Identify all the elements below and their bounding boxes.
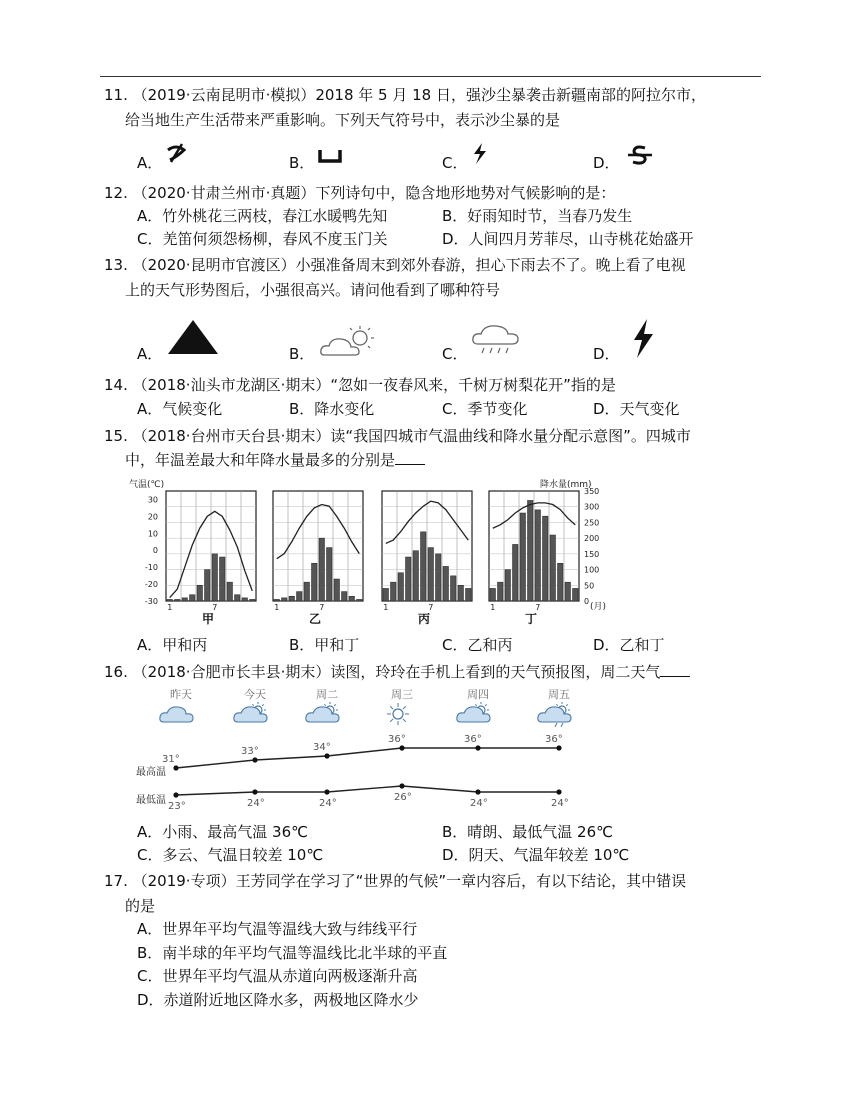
high-temp-point <box>324 753 329 758</box>
q15-option-a[interactable]: A．甲和丙 <box>137 636 208 654</box>
precip-bar <box>312 563 318 601</box>
sun-shape <box>393 709 403 719</box>
precip-tick-label: 350 <box>584 487 600 496</box>
temp-axis-title: 气温(℃) <box>129 480 165 490</box>
precip-bar <box>520 513 526 601</box>
precip-bar <box>550 535 556 601</box>
precip-bar <box>297 592 303 601</box>
climate-panel <box>166 491 256 626</box>
low-temp-value: 24° <box>470 798 488 809</box>
precip-bar <box>235 595 241 601</box>
precip-bar <box>505 570 511 601</box>
precip-bar <box>398 573 404 601</box>
precip-bar <box>458 585 464 601</box>
month-tick-label: 7 <box>319 603 325 612</box>
panel-name: 丙 <box>417 612 431 626</box>
low-temp-point <box>324 789 329 794</box>
q16-stem-text: 16. （2018·合肥市长丰县·期末）读图，玲玲在手机上看到的天气预报图，周二天气 <box>104 663 661 681</box>
partly-cloudy-symbol-icon <box>318 324 378 360</box>
high-temp-value: 36° <box>388 734 406 745</box>
precip-bar <box>319 538 325 601</box>
partly-cloudy-icon <box>457 702 490 722</box>
q12-option-b[interactable]: B．好雨知时节，当春乃发生 <box>442 207 633 225</box>
precip-bar <box>565 582 571 601</box>
precip-bar <box>391 582 397 601</box>
high-temp-point <box>399 745 404 750</box>
showers-icon <box>538 702 571 727</box>
sun-ray <box>475 704 476 705</box>
low-temp-point <box>475 789 480 794</box>
low-temp-point <box>173 792 178 797</box>
q16-option-a[interactable]: A．小雨、最高气温 36℃ <box>137 823 308 841</box>
sun-ray <box>262 704 263 705</box>
precip-bar <box>428 548 434 601</box>
partly-cloudy-icon <box>306 702 339 722</box>
temp-tick-label: -30 <box>144 597 158 606</box>
low-temp-point <box>399 783 404 788</box>
sun-ray <box>252 704 253 705</box>
precip-tick-label: 100 <box>584 565 600 575</box>
high-temp-value: 34° <box>313 742 331 753</box>
forecast-day-label: 周三 <box>391 688 413 701</box>
sun-ray <box>556 704 557 705</box>
temp-tick-label: 10 <box>147 529 158 539</box>
high-temp-value: 31° <box>162 754 180 765</box>
rain-drop <box>555 723 557 727</box>
precip-bar <box>282 598 288 601</box>
climate-charts <box>128 477 628 629</box>
forecast-day <box>160 687 193 722</box>
q15-answer-blank[interactable] <box>395 450 425 465</box>
sun-ray <box>485 704 486 705</box>
q16-stem-line1 <box>104 661 690 683</box>
precip-bar <box>573 588 579 601</box>
precip-tick-label: 250 <box>584 518 600 528</box>
precip-bar <box>182 598 188 601</box>
q17-option-c[interactable]: C．世界年平均气温从赤道向两极逐渐升高 <box>137 967 418 985</box>
precip-bar <box>250 599 256 601</box>
forecast-day <box>234 687 267 722</box>
month-tick-label: 1 <box>274 603 280 612</box>
precip-bar <box>327 548 333 601</box>
q15-option-b[interactable]: B．甲和丁 <box>289 636 360 654</box>
rain-symbol-icon <box>470 322 524 358</box>
precip-axis-ticks <box>584 487 599 606</box>
precip-bar <box>413 551 419 601</box>
q11-stem-line1: 11. （2019·云南昆明市·模拟）2018 年 5 月 18 日，强沙尘暴袭击新疆南部的阿拉尔市， <box>104 86 706 104</box>
sun-ray <box>566 704 567 705</box>
partly-cloudy-icon <box>234 702 267 722</box>
precip-bar <box>498 582 504 601</box>
precip-bar <box>528 500 534 601</box>
sunny-icon <box>387 703 409 725</box>
precip-bar <box>274 599 280 601</box>
q14-stem-line1: 14. （2018·汕头市龙湖区·期末）“忽如一夜春风来，千树万树梨花开”指的是 <box>104 376 616 394</box>
forecast-day-label: 周四 <box>467 688 489 701</box>
q14-option-c[interactable]: C．季节变化 <box>442 400 528 418</box>
panel-name: 丁 <box>524 612 538 626</box>
q15-stem-line1: 15. （2018·台州市天台县·期末）读“我国四城市气温曲线和降水量分配示意图”。四城市 <box>104 427 691 445</box>
high-temp-line <box>176 748 559 768</box>
forecast-day-label: 周五 <box>548 688 570 701</box>
q15-stem-text: 中，年温差最大和年降水量最多的分别是 <box>125 451 396 469</box>
q17-stem-line2: 的是 <box>125 897 156 915</box>
low-temp-point <box>556 789 561 794</box>
forecast-days <box>160 687 571 727</box>
month-tick-label: 1 <box>167 603 173 612</box>
low-temp-value: 24° <box>247 798 265 809</box>
temp-tick-label: -20 <box>144 580 158 590</box>
precip-bar <box>383 588 389 601</box>
precip-tick-label: 50 <box>584 581 595 591</box>
precip-bar <box>212 554 218 601</box>
high-temp-value: 33° <box>241 746 259 757</box>
high-temp-value: 36° <box>545 734 563 745</box>
sun-ray <box>390 719 393 722</box>
precip-axis-title: 降水量(mm) <box>540 480 592 490</box>
precip-tick-label: 200 <box>584 534 600 544</box>
q12-option-a[interactable]: A．竹外桃花三两枝，春江水暖鸭先知 <box>137 207 388 225</box>
cloud-shape <box>160 707 193 722</box>
climate-panels <box>166 491 579 626</box>
q15-option-c[interactable]: C．乙和丙 <box>442 636 513 654</box>
q17-option-a[interactable]: A．世界年平均气温等温线大致与纬线平行 <box>137 920 418 938</box>
climate-panel <box>273 491 363 626</box>
q11-label-d[interactable]: D． <box>593 154 620 172</box>
q13-label-a[interactable]: A． <box>137 345 163 363</box>
precip-bar <box>220 557 226 601</box>
high-temp-point <box>556 745 561 750</box>
sun-ray <box>403 719 406 722</box>
q15-stem-line2 <box>125 449 425 471</box>
temp-tick-label: 20 <box>147 512 158 522</box>
precip-bar <box>242 598 248 601</box>
q11-label-a[interactable]: A． <box>137 154 163 172</box>
q11-label-c[interactable]: C． <box>442 154 468 172</box>
q16-answer-blank[interactable] <box>660 662 690 677</box>
high-temp-point <box>475 745 480 750</box>
bracket-symbol-icon <box>317 148 343 164</box>
q11-stem-line2: 给当地生产生活带来严重影响。下列天气符号中，表示沙尘暴的是 <box>125 111 561 129</box>
precip-bar <box>334 579 340 601</box>
q16-option-d[interactable]: D．阴天、气温年较差 10℃ <box>442 846 630 864</box>
high-temp-point <box>252 757 257 762</box>
month-tick-label: 1 <box>383 603 389 612</box>
low-temp-line <box>176 786 559 795</box>
temp-tick-label: 0 <box>152 546 158 556</box>
high-temp-value: 36° <box>464 734 482 745</box>
precip-bar <box>558 563 564 601</box>
low-temp-value: 24° <box>551 798 569 809</box>
q13-label-b[interactable]: B． <box>289 345 315 363</box>
precip-bar <box>535 510 541 601</box>
precip-bar <box>227 582 233 601</box>
precip-bar <box>357 599 363 601</box>
q13-label-d[interactable]: D． <box>593 345 620 363</box>
precip-bar <box>543 516 549 601</box>
q17-option-b[interactable]: B．南半球的年平均气温等温线比北半球的平直 <box>137 944 448 962</box>
precip-tick-label: 0 <box>584 597 590 606</box>
precip-bar <box>466 588 472 601</box>
q12-option-c[interactable]: C．羌笛何须怨杨柳，春风不度玉门关 <box>137 230 388 248</box>
precip-bar <box>205 570 211 601</box>
q13-label-c[interactable]: C． <box>442 345 468 363</box>
q11-label-b[interactable]: B． <box>289 154 315 172</box>
q14-option-b[interactable]: B．降水变化 <box>289 400 375 418</box>
forecast-day <box>306 688 339 722</box>
month-unit-label: (月) <box>590 602 607 612</box>
precip-bar <box>349 596 355 601</box>
precip-bar <box>197 585 203 601</box>
low-temp-value: 26° <box>394 792 412 803</box>
q14-option-d[interactable]: D．天气变化 <box>593 400 680 418</box>
precip-bar <box>436 554 442 601</box>
low-temp-point <box>252 789 257 794</box>
panel-name: 甲 <box>201 612 215 626</box>
rain-drop <box>561 723 563 727</box>
precip-bar <box>175 599 181 601</box>
forecast-temperature-lines <box>162 734 569 812</box>
q15-option-d[interactable]: D．乙和丁 <box>593 636 665 654</box>
q13-stem-line1: 13. （2020·昆明市官渡区）小强准备周末到郊外春游，担心下雨去不了。晚上看了电视 <box>104 256 686 274</box>
s-symbol-icon <box>625 144 655 166</box>
weather-forecast <box>128 684 608 816</box>
precip-bar <box>342 592 348 601</box>
month-tick-label: 7 <box>212 603 218 612</box>
precip-bar <box>304 582 310 601</box>
forecast-day-label: 今天 <box>244 688 266 701</box>
precip-bar <box>167 599 173 601</box>
q17-option-d[interactable]: D．赤道附近地区降水多，两极地区降水少 <box>137 991 419 1009</box>
precip-bar <box>513 544 519 601</box>
forecast-day <box>538 688 571 727</box>
q13-stem-line2: 上的天气形势图后，小强很高兴。请问他看到了哪种符号 <box>125 281 501 299</box>
temp-axis-ticks <box>145 495 158 606</box>
temp-tick-label: 30 <box>147 495 158 505</box>
precip-bar <box>421 532 427 601</box>
precip-bar <box>406 557 412 601</box>
sandstorm-symbol-icon <box>164 142 190 164</box>
panel-name: 乙 <box>308 612 322 626</box>
q17-stem-line1: 17. （2019·专项）王芳同学在学习了“世界的气候”一章内容后，有以下结论，其中错误 <box>104 872 687 890</box>
forecast-day <box>457 688 490 722</box>
low-temp-label: 最低温 <box>136 795 166 806</box>
q12-stem-line1: 12. （2020·甘肃兰州市·真题）下列诗句中，隐含地形地势对气候影响的是： <box>104 184 616 202</box>
precip-bar <box>451 576 457 601</box>
sun-ray <box>390 706 393 709</box>
high-temp-label: 最高温 <box>136 767 166 778</box>
precip-tick-label: 150 <box>584 549 600 559</box>
lightning-symbol-icon <box>628 318 658 360</box>
high-temp-point <box>173 765 178 770</box>
forecast-day-label: 周二 <box>316 688 338 701</box>
climate-panel <box>382 491 472 626</box>
climate-panel <box>489 491 579 626</box>
sun-ray <box>334 704 335 705</box>
low-temp-value: 24° <box>319 798 337 809</box>
month-tick-label: 7 <box>535 603 541 612</box>
month-tick-label: 7 <box>428 603 434 612</box>
month-tick-label: 1 <box>490 603 496 612</box>
cloudy-icon <box>160 707 193 722</box>
sun-ray <box>403 706 406 709</box>
q16-option-c[interactable]: C．多云、气温日较差 10℃ <box>137 846 324 864</box>
precip-bar <box>190 595 196 601</box>
q16-option-b[interactable]: B．晴朗、最低气温 26℃ <box>442 823 613 841</box>
temp-tick-label: -10 <box>144 563 158 573</box>
triangle-symbol-icon <box>166 318 220 356</box>
forecast-day <box>387 688 413 725</box>
precip-tick-label: 300 <box>584 502 600 512</box>
q14-option-a[interactable]: A．气候变化 <box>137 400 223 418</box>
low-temp-value: 23° <box>168 801 186 812</box>
precip-bar <box>490 588 496 601</box>
lightning-symbol-icon <box>470 142 490 166</box>
precip-bar <box>443 566 449 601</box>
forecast-day-label: 昨天 <box>170 688 192 701</box>
precip-bar <box>289 596 295 601</box>
q12-option-d[interactable]: D．人间四月芳菲尽，山寺桃花始盛开 <box>442 230 694 248</box>
sun-ray <box>324 704 325 705</box>
header-rule <box>100 76 761 77</box>
